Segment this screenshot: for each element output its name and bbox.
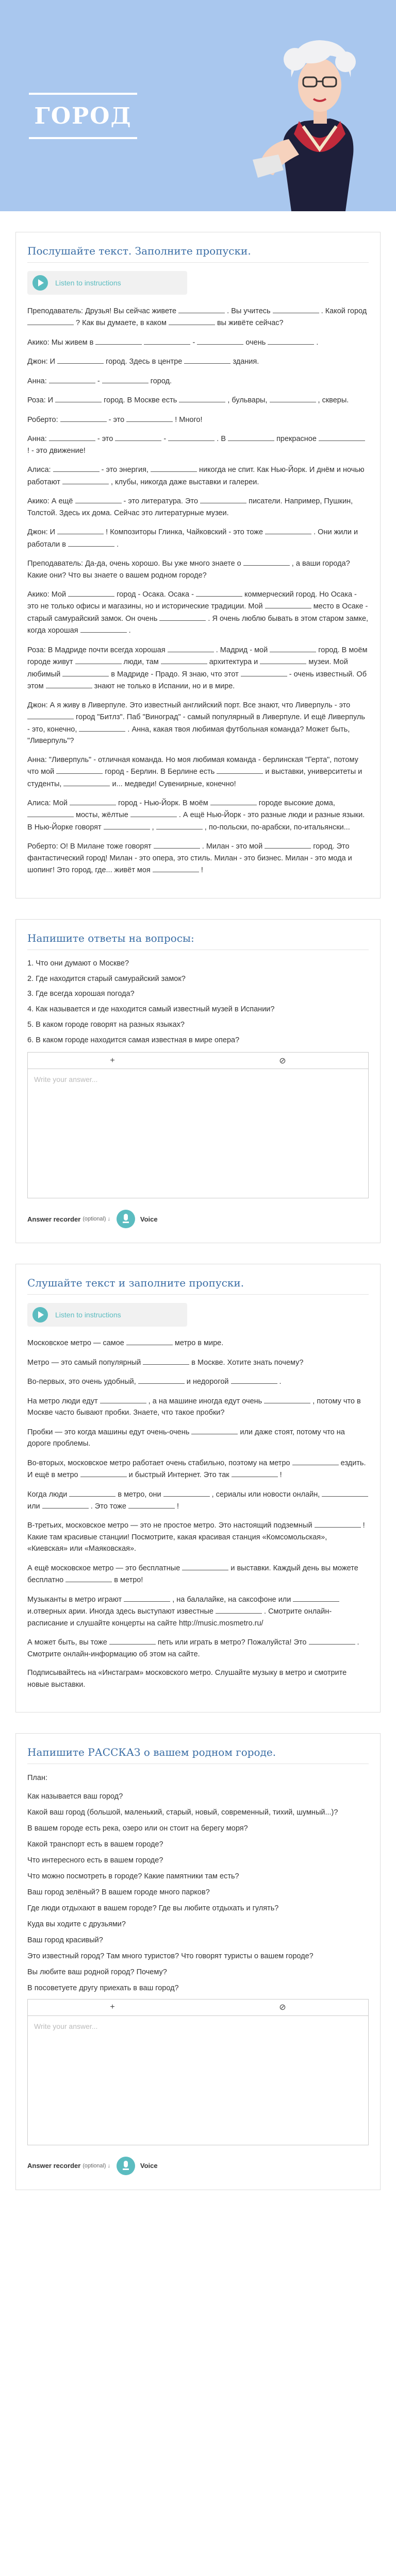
text-segment: . Они жили и работали в: [27, 528, 358, 549]
blank-input[interactable]: [210, 797, 257, 805]
blank-input[interactable]: [264, 1395, 310, 1403]
clear-icon[interactable]: ⊘: [279, 2003, 286, 2012]
text-segment: писатели. Например, Пушкин, Толстой. Здесь их дома. Сейчас это литературные музеи.: [27, 497, 353, 517]
text-paragraph: [27, 1337, 369, 1349]
text-segment: , по-польски, по-арабски, по-итальянски...: [202, 823, 350, 832]
text-segment: .: [314, 338, 319, 347]
text-segment: Пробки — это когда машины едут очень-очень: [27, 1428, 192, 1436]
listening-exercise-1: [15, 232, 381, 899]
answer-textarea[interactable]: Write your answer...: [34, 1075, 98, 1084]
text-paragraph: [27, 1376, 369, 1387]
text-segment: - это: [95, 435, 116, 444]
text-paragraph: [27, 1488, 369, 1513]
blank-input[interactable]: [62, 668, 109, 676]
blank-input[interactable]: [265, 600, 311, 608]
text-segment: -: [190, 338, 197, 347]
blank-input[interactable]: [216, 1605, 262, 1614]
blank-input[interactable]: [159, 613, 206, 621]
blank-input[interactable]: [27, 317, 74, 325]
blank-input[interactable]: [56, 766, 103, 774]
text-segment: в Москве. Хотите знать почему?: [189, 1358, 304, 1367]
blank-input[interactable]: [27, 809, 74, 817]
text-segment: - очень известный. Об этом: [27, 670, 367, 691]
text-segment: . Какой город: [319, 307, 367, 315]
blank-input[interactable]: [273, 305, 319, 313]
text-segment: Московское метро — самое: [27, 1339, 126, 1348]
recorder-optional: (optional) ↓: [82, 1216, 110, 1223]
blank-input[interactable]: [55, 394, 102, 402]
text-segment: город - Нью-Йорк. В моём: [116, 799, 210, 807]
text-segment: ! Какие там красивые станции! Посмотрите, какая красивая станция «Комсомольская», «Киевская» или «Маяковская».: [27, 1521, 365, 1553]
text-segment: музеи. Мой любимый: [27, 658, 348, 679]
blank-input[interactable]: [63, 778, 110, 786]
plan-item: Как называется ваш город?: [27, 1792, 123, 1801]
text-segment: город - Берлин. В Берлине есть: [103, 768, 217, 776]
blank-input[interactable]: [49, 375, 95, 383]
text-segment: , на балалайке, на саксофоне или: [170, 1595, 293, 1604]
text-segment: коммерческий город. Но Осака - это не только офисы и магазины, но и исторические традиции. Мой: [27, 590, 357, 611]
text-segment: место в Осаке - старый самурайский замок. Он очень: [27, 602, 368, 623]
text-segment: и недорогой: [184, 1378, 231, 1386]
text-segment: Роза: И: [27, 396, 56, 405]
text-segment: вы живёте сейчас?: [214, 319, 284, 328]
text-segment: в метро!: [112, 1576, 143, 1585]
text-segment: .: [114, 540, 119, 549]
plan-item: В посоветуете другу приехать в ваш город?: [27, 1984, 179, 1992]
plan-list: [27, 1791, 369, 1994]
text-paragraph: [27, 700, 369, 747]
section-heading: Напишите ответы на вопросы:: [27, 932, 369, 950]
blank-input[interactable]: [184, 355, 230, 364]
blank-input[interactable]: [270, 644, 316, 652]
blank-input[interactable]: [68, 588, 114, 597]
text-segment: . Смотрите онлайн-информацию об этом на сайте.: [27, 1638, 359, 1658]
text-segment: , а ваши города? Какие они? Что вы знаете о вашем родном городе?: [27, 560, 350, 580]
blank-input[interactable]: [232, 1469, 278, 1477]
text-segment: Во-вторых, московское метро работает очень стабильно, поэтому на метро: [27, 1459, 292, 1467]
text-segment: город. В моём городе живут: [27, 646, 368, 667]
answer-editor[interactable]: [27, 1052, 369, 1198]
fill-in-text: [27, 1337, 369, 1690]
editor-toolbar: [28, 1053, 368, 1069]
blank-input[interactable]: [100, 1395, 146, 1403]
blank-input[interactable]: [79, 723, 125, 732]
text-segment: и выставки, университеты и студенты,: [27, 768, 362, 788]
text-segment: Джон: И: [27, 528, 58, 537]
text-paragraph: [27, 1636, 369, 1660]
text-paragraph: [27, 797, 369, 833]
plan-item: Вы любите ваш родной город? Почему?: [27, 1968, 167, 1976]
text-segment: , сериалы или новости онлайн,: [209, 1490, 322, 1499]
blank-input[interactable]: [182, 1562, 228, 1570]
text-paragraph: [27, 495, 369, 519]
blank-input[interactable]: [243, 557, 290, 566]
text-segment: город "Битлз". Паб "Виноград" - самый популярный в Ливерпуле. И ещё Ливерпуль - это, конечно,: [27, 713, 365, 734]
text-segment: . Это тоже: [88, 1502, 128, 1511]
text-segment: ,: [150, 823, 156, 832]
text-segment: ! Много!: [173, 415, 203, 424]
blank-input[interactable]: [109, 1636, 156, 1645]
text-segment: ездить. И ещё в метро: [27, 1459, 366, 1480]
text-segment: , скверы.: [316, 396, 349, 405]
text-segment: Анна:: [27, 377, 49, 385]
editor-toolbar: [28, 1999, 368, 2016]
text-segment: - это литература. Это: [121, 497, 201, 506]
text-segment: Джон: И: [27, 358, 58, 366]
blank-input[interactable]: [168, 433, 214, 441]
blank-input[interactable]: [163, 1488, 210, 1497]
blank-input[interactable]: [268, 336, 314, 345]
text-segment: . А ещё Нью-Йорк - это разные люди и разные языки. В Нью-Йорке говорят: [27, 811, 365, 832]
blank-input[interactable]: [62, 476, 109, 484]
text-segment: здания.: [230, 358, 259, 366]
blank-input[interactable]: [80, 624, 127, 633]
blank-input[interactable]: [217, 766, 263, 774]
blank-input[interactable]: [57, 355, 104, 364]
plan-item: Что можно посмотреть в городе? Какие памятники там есть?: [27, 1872, 239, 1880]
blank-input[interactable]: [144, 336, 190, 345]
teacher-illustration: [242, 0, 392, 211]
text-paragraph: [27, 1667, 369, 1690]
text-paragraph: [27, 588, 369, 637]
text-segment: , потому что в Москве часто бывают пробки. Знаете, что такое пробки?: [27, 1397, 361, 1417]
plan-title: План:: [27, 1774, 47, 1783]
blank-input[interactable]: [57, 526, 104, 534]
text-segment: .: [126, 626, 131, 635]
text-segment: Роберто: О! В Милане тоже говорят: [27, 842, 154, 851]
voice-label: Voice: [140, 2162, 158, 2170]
plan-item: Что интересного есть в вашем городе?: [27, 1856, 163, 1865]
text-segment: Алиса: Мой: [27, 799, 70, 807]
blank-input[interactable]: [197, 336, 243, 345]
blank-input[interactable]: [241, 668, 287, 676]
answer-recorder: [27, 2157, 369, 2175]
recorder-optional: (optional) ↓: [82, 2162, 110, 2169]
blank-input[interactable]: [191, 1426, 238, 1434]
blank-input[interactable]: [322, 1488, 368, 1497]
blank-input[interactable]: [161, 656, 207, 664]
blank-input[interactable]: [128, 1500, 175, 1509]
audio-player[interactable]: [27, 271, 187, 295]
text-segment: город. В Москве есть: [102, 396, 179, 405]
recorder-label: Answer recorder: [27, 2162, 81, 2170]
blank-input[interactable]: [138, 1376, 185, 1384]
text-paragraph: [27, 644, 369, 692]
text-segment: мосты, жёлтые: [74, 811, 130, 820]
text-segment: !: [277, 1471, 282, 1480]
audio-label: Listen to instructions: [55, 279, 121, 287]
section-heading: Напишите РАССКАЗ о вашем родном городе.: [27, 1746, 369, 1764]
blank-input[interactable]: [126, 414, 173, 422]
text-paragraph: [27, 1395, 369, 1419]
blank-input[interactable]: [65, 1574, 112, 1582]
plan-item: Ваш город красивый?: [27, 1936, 103, 1944]
blank-input[interactable]: [228, 433, 274, 441]
blank-input[interactable]: [95, 336, 142, 345]
answer-textarea[interactable]: Write your answer...: [34, 2022, 98, 2030]
text-segment: город - Осака. Осака -: [114, 590, 196, 599]
blank-input[interactable]: [169, 317, 215, 325]
text-segment: На метро люди едут: [27, 1397, 100, 1405]
text-paragraph: [27, 305, 369, 329]
plan-item: Куда вы ходите с друзьями?: [27, 1920, 126, 1928]
text-segment: очень: [243, 338, 268, 347]
blank-input[interactable]: [42, 1500, 89, 1509]
text-segment: город. Это фантастический город! Милан - это опера, это стиль. Милан - это бизнес. Милан - это мода и шопинг! Это город, где... живёт моя: [27, 842, 352, 875]
blank-input[interactable]: [115, 433, 161, 441]
plan-item: Где люди отдыхают в вашем городе? Где вы любите отдыхать и гулять?: [27, 1904, 279, 1912]
blank-input[interactable]: [309, 1636, 355, 1645]
section-heading: Слушайте текст и заполните пропуски.: [27, 1277, 369, 1295]
section-heading: Послушайте текст. Заполните пропуски.: [27, 245, 369, 263]
text-segment: ? Как вы думаете, в каком: [74, 319, 169, 328]
text-segment: ! Композиторы Глинка, Чайковский - это тоже: [104, 528, 266, 537]
text-segment: - это: [106, 415, 127, 424]
blank-input[interactable]: [104, 821, 150, 829]
blank-input[interactable]: [156, 821, 203, 829]
blank-input[interactable]: [168, 644, 214, 652]
blank-input[interactable]: [143, 1357, 189, 1365]
text-segment: Анна:: [27, 435, 49, 444]
voice-label: Voice: [140, 1215, 158, 1223]
text-paragraph: [27, 1457, 369, 1481]
text-segment: Акико: Мой: [27, 590, 69, 599]
text-segment: Преподаватель: Друзья! Вы сейчас живете: [27, 307, 179, 315]
plan-item: Это известный город? Там много туристов? Что говорят туристы о вашем городе?: [27, 1952, 314, 1960]
text-segment: Джон: А я живу в Ливерпуле. Это известный английский порт. Все знают, что Ливерпуль - это: [27, 701, 351, 709]
page-title-box: [29, 93, 137, 139]
question-item: 3. Где всегда хорошая погода?: [27, 990, 135, 998]
text-segment: . Анна, какая твоя любимая футбольная команда? Может быть, "Ливерпуль"?: [27, 725, 350, 745]
blank-input[interactable]: [319, 433, 365, 441]
blank-input[interactable]: [70, 797, 116, 805]
blank-input[interactable]: [124, 1594, 170, 1602]
add-icon[interactable]: +: [110, 1056, 115, 1065]
text-segment: и.отверных арии. Иногда здесь выступают известные: [27, 1607, 216, 1616]
question-item: 2. Где находится старый самурайский замок?: [27, 974, 186, 983]
text-segment: Акико: Мы живем в: [27, 338, 96, 347]
blank-input[interactable]: [154, 840, 200, 849]
text-segment: Метро — это самый популярный: [27, 1358, 143, 1367]
text-paragraph: [27, 557, 369, 581]
text-segment: и быстрый Интернет. Это так: [126, 1471, 232, 1480]
text-paragraph: [27, 394, 369, 406]
blank-input[interactable]: [53, 464, 100, 472]
answer-editor[interactable]: [27, 1999, 369, 2145]
blank-input[interactable]: [153, 864, 199, 872]
microphone-icon[interactable]: [117, 2157, 135, 2175]
text-paragraph: [27, 1594, 369, 1629]
text-segment: А ещё московское метро — это бесплатные: [27, 1564, 183, 1572]
plan-item: Какой ваш город (большой, маленький, старый, новый, современный, тихий, шумный...)?: [27, 1808, 338, 1817]
text-segment: Роза: В Мадриде почти всегда хорошая: [27, 646, 168, 654]
blank-input[interactable]: [265, 840, 311, 849]
text-segment: . Милан - это мой: [200, 842, 265, 851]
text-segment: . Я очень люблю бывать в этом старом замке, когда хорошая: [27, 614, 369, 635]
text-segment: метро в мире.: [172, 1339, 224, 1348]
text-segment: - это энергия,: [99, 466, 151, 474]
blank-input[interactable]: [130, 809, 177, 817]
text-paragraph: [27, 1562, 369, 1586]
question-item: 1. Что они думают о Москве?: [27, 959, 129, 968]
text-segment: !: [199, 866, 203, 875]
text-paragraph: [27, 754, 369, 790]
text-segment: прекрасное: [274, 435, 319, 444]
text-paragraph: [27, 414, 369, 426]
page-title: ГОРОД: [34, 103, 132, 129]
text-segment: Во-первых, это очень удобный,: [27, 1378, 138, 1386]
text-segment: люди, там: [121, 658, 161, 667]
plan-item: В вашем городе есть река, озеро или он стоит на берегу моря?: [27, 1824, 248, 1833]
blank-input[interactable]: [46, 680, 92, 688]
text-segment: . В: [214, 435, 228, 444]
text-segment: , а на машине иногда едут очень: [146, 1397, 265, 1405]
blank-input[interactable]: [75, 495, 122, 503]
listening-exercise-2: [15, 1264, 381, 1713]
text-segment: В-третьих, московское метро — это не простое метро. Это настоящий подземный: [27, 1521, 315, 1530]
blank-input[interactable]: [292, 1457, 339, 1465]
blank-input[interactable]: [68, 538, 114, 547]
plan-item: Какой транспорт есть в вашем городе?: [27, 1840, 163, 1849]
text-segment: ! - это движение!: [27, 446, 86, 455]
text-segment: в Мадриде - Прадо. Я знаю, что этот: [109, 670, 241, 679]
text-segment: знают не только в Испании, но и в мире.: [92, 682, 235, 691]
text-segment: Преподаватель: Да-да, очень хорошо. Вы уже много знаете о: [27, 560, 243, 568]
blank-input[interactable]: [270, 394, 316, 402]
text-paragraph: [27, 336, 369, 348]
text-segment: город. Здесь в центре: [104, 358, 185, 366]
question-list: [27, 958, 369, 1046]
blank-input[interactable]: [126, 1337, 173, 1345]
text-segment: Роберто:: [27, 415, 60, 424]
add-icon[interactable]: +: [110, 2003, 115, 2012]
text-segment: . Вы учитесь: [225, 307, 273, 315]
question-item: 4. Как называется и где находится самый известный музей в Испании?: [27, 1005, 275, 1014]
text-segment: Подписывайтесь на «Инстаграм» московского метро. Слушайте музыку в метро и смотрите новые выставки.: [27, 1669, 347, 1689]
text-segment: в метро, они: [116, 1490, 163, 1499]
text-segment: -: [95, 377, 102, 385]
text-segment: -: [161, 435, 169, 444]
clear-icon[interactable]: ⊘: [279, 1056, 286, 1065]
text-segment: никогда не спит. Как Нью-Йорк. И днём и ночью работают: [27, 466, 365, 486]
text-segment: А может быть, вы тоже: [27, 1638, 109, 1647]
blank-input[interactable]: [27, 711, 74, 719]
text-segment: архитектура и: [207, 658, 260, 667]
blank-input[interactable]: [178, 305, 225, 313]
blank-input[interactable]: [75, 656, 122, 664]
text-paragraph: [27, 1519, 369, 1554]
text-segment: Когда люди: [27, 1490, 70, 1499]
text-segment: или даже стоят, потому что на дороге проблемы.: [27, 1428, 345, 1448]
audio-label: Listen to instructions: [55, 1311, 121, 1319]
blank-input[interactable]: [200, 495, 246, 503]
play-icon[interactable]: [32, 1307, 48, 1323]
text-segment: Анна: "Ливерпуль" - отличная команда. Но моя любимая команда - берлинская "Герта", потому что мой: [27, 755, 358, 776]
text-segment: Акико: А ещё: [27, 497, 75, 506]
questions-exercise: [15, 919, 381, 1244]
text-segment: !: [174, 1502, 179, 1511]
text-paragraph: [27, 433, 369, 456]
microphone-icon[interactable]: [117, 1210, 135, 1228]
blank-input[interactable]: [315, 1519, 361, 1528]
text-paragraph: [27, 840, 369, 876]
blank-input[interactable]: [151, 464, 197, 472]
blank-input[interactable]: [260, 656, 306, 664]
text-paragraph: [27, 464, 369, 488]
recorder-label: Answer recorder: [27, 1215, 81, 1223]
story-exercise: [15, 1733, 381, 2190]
text-paragraph: [27, 375, 369, 387]
text-segment: город.: [148, 377, 172, 385]
answer-recorder: [27, 1210, 369, 1228]
text-segment: . Смотрите онлайн-расписание и слушайте концерты на сайте http://music.mosmetro.ru/: [27, 1607, 332, 1628]
text-segment: Алиса:: [27, 466, 53, 474]
fill-in-text: [27, 305, 369, 876]
text-paragraph: [27, 355, 369, 367]
text-segment: , бульвары,: [225, 396, 270, 405]
blank-input[interactable]: [179, 394, 225, 402]
page-header: [0, 0, 396, 211]
question-item: 6. В каком городе находится самая известная в мире опера?: [27, 1036, 240, 1044]
question-item: 5. В каком городе говорят на разных языках?: [27, 1020, 185, 1029]
text-segment: или: [27, 1502, 42, 1511]
blank-input[interactable]: [196, 588, 242, 597]
blank-input[interactable]: [80, 1469, 127, 1477]
blank-input[interactable]: [102, 375, 148, 383]
text-segment: Музыканты в метро играют: [27, 1595, 124, 1604]
text-segment: и... медведи! Сувенирные, конечно!: [110, 779, 236, 788]
blank-input[interactable]: [265, 526, 311, 534]
blank-input[interactable]: [49, 433, 95, 441]
plan-item: Ваш город зелёный? В вашем городе много парков?: [27, 1888, 210, 1896]
text-segment: петь или играть в метро? Пожалуйста! Это: [155, 1638, 309, 1647]
text-paragraph: [27, 1357, 369, 1368]
text-segment: и выставки. Каждый день вы можете бесплатно: [27, 1564, 358, 1585]
blank-input[interactable]: [231, 1376, 277, 1384]
text-segment: городе высокие дома,: [256, 799, 335, 807]
text-paragraph: [27, 526, 369, 550]
play-icon[interactable]: [32, 275, 48, 291]
blank-input[interactable]: [69, 1488, 116, 1497]
blank-input[interactable]: [60, 414, 107, 422]
text-paragraph: [27, 1426, 369, 1450]
text-segment: . Мадрид - мой: [213, 646, 270, 654]
text-segment: .: [277, 1378, 282, 1386]
blank-input[interactable]: [293, 1594, 339, 1602]
text-segment: , клубы, никогда даже выставки и галереи.: [108, 478, 259, 486]
audio-player[interactable]: [27, 1303, 187, 1327]
